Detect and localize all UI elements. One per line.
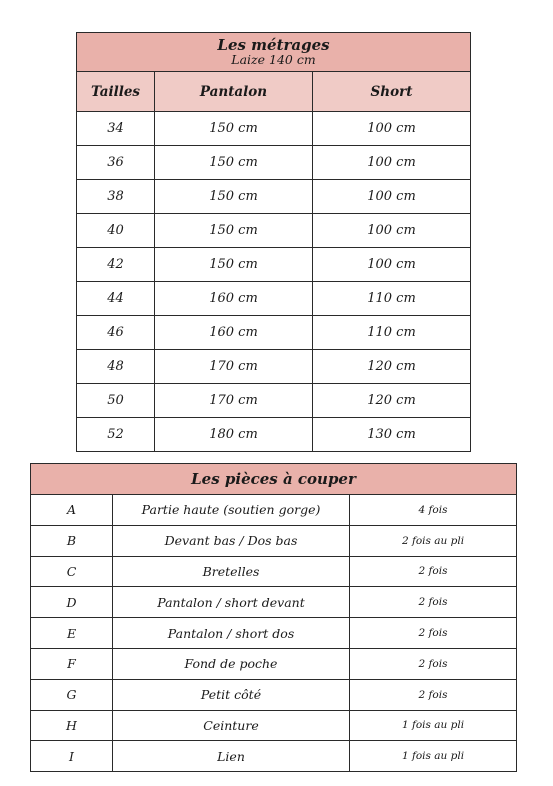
metrages-title-cell bbox=[77, 33, 471, 72]
pantalon-length-cell: 180 cm bbox=[155, 418, 313, 452]
metrages-header-row bbox=[77, 72, 471, 112]
size-cell: 40 bbox=[77, 214, 155, 248]
size-cell: 42 bbox=[77, 248, 155, 282]
size-cell: 52 bbox=[77, 418, 155, 452]
table-row bbox=[77, 146, 471, 180]
short-length-cell: 130 cm bbox=[313, 418, 471, 452]
size-cell: 44 bbox=[77, 282, 155, 316]
size-cell: 46 bbox=[77, 316, 155, 350]
table-row bbox=[31, 618, 517, 649]
metrages-table bbox=[76, 32, 471, 452]
table-row bbox=[77, 180, 471, 214]
table-row bbox=[31, 587, 517, 618]
piece-letter-cell: I bbox=[31, 741, 113, 772]
pantalon-length-cell: 150 cm bbox=[155, 180, 313, 214]
piece-letter-cell: E bbox=[31, 618, 113, 649]
short-length-cell: 110 cm bbox=[313, 282, 471, 316]
pantalon-length-cell: 170 cm bbox=[155, 384, 313, 418]
short-length-cell: 120 cm bbox=[313, 350, 471, 384]
piece-letter-cell: D bbox=[31, 587, 113, 618]
piece-name-cell: Pantalon / short devant bbox=[113, 587, 350, 618]
pantalon-length-cell: 150 cm bbox=[155, 248, 313, 282]
piece-quantity-cell: 2 fois bbox=[350, 587, 517, 618]
table-row bbox=[77, 214, 471, 248]
short-length-cell: 110 cm bbox=[313, 316, 471, 350]
table-row bbox=[31, 556, 517, 587]
table-row bbox=[77, 418, 471, 452]
pantalon-length-cell: 170 cm bbox=[155, 350, 313, 384]
table-row bbox=[77, 282, 471, 316]
piece-quantity-cell: 2 fois bbox=[350, 679, 517, 710]
pantalon-length-cell: 160 cm bbox=[155, 282, 313, 316]
piece-letter-cell: A bbox=[31, 495, 113, 526]
size-cell: 36 bbox=[77, 146, 155, 180]
short-length-cell: 100 cm bbox=[313, 112, 471, 146]
piece-name-cell: Devant bas / Dos bas bbox=[113, 525, 350, 556]
piece-quantity-cell: 2 fois bbox=[350, 648, 517, 679]
short-length-cell: 100 cm bbox=[313, 146, 471, 180]
pantalon-length-cell: 150 cm bbox=[155, 146, 313, 180]
table-row bbox=[31, 741, 517, 772]
short-length-cell: 100 cm bbox=[313, 214, 471, 248]
piece-quantity-cell: 2 fois au pli bbox=[350, 525, 517, 556]
piece-name-cell: Fond de poche bbox=[113, 648, 350, 679]
piece-name-cell: Partie haute (soutien gorge) bbox=[113, 495, 350, 526]
short-length-cell: 100 cm bbox=[313, 180, 471, 214]
column-header-tailles: Tailles bbox=[77, 72, 155, 112]
piece-letter-cell: C bbox=[31, 556, 113, 587]
piece-letter-cell: H bbox=[31, 710, 113, 741]
piece-quantity-cell: 4 fois bbox=[350, 495, 517, 526]
piece-name-cell: Lien bbox=[113, 741, 350, 772]
table-row bbox=[31, 710, 517, 741]
table-row bbox=[31, 679, 517, 710]
piece-letter-cell: G bbox=[31, 679, 113, 710]
metrages-title: Les métrages bbox=[217, 35, 330, 54]
column-header-short: Short bbox=[313, 72, 471, 112]
size-cell: 50 bbox=[77, 384, 155, 418]
piece-quantity-cell: 1 fois au pli bbox=[350, 710, 517, 741]
pieces-table bbox=[30, 463, 517, 772]
table-row bbox=[31, 495, 517, 526]
pieces-title: Les pièces à couper bbox=[31, 464, 517, 495]
piece-letter-cell: B bbox=[31, 525, 113, 556]
size-cell: 38 bbox=[77, 180, 155, 214]
table-row bbox=[77, 248, 471, 282]
piece-name-cell: Petit côté bbox=[113, 679, 350, 710]
table-row bbox=[77, 350, 471, 384]
size-cell: 48 bbox=[77, 350, 155, 384]
piece-quantity-cell: 2 fois bbox=[350, 556, 517, 587]
table-row bbox=[31, 525, 517, 556]
pantalon-length-cell: 150 cm bbox=[155, 112, 313, 146]
piece-name-cell: Bretelles bbox=[113, 556, 350, 587]
pantalon-length-cell: 160 cm bbox=[155, 316, 313, 350]
short-length-cell: 100 cm bbox=[313, 248, 471, 282]
table-row bbox=[31, 648, 517, 679]
piece-name-cell: Ceinture bbox=[113, 710, 350, 741]
column-header-pantalon: Pantalon bbox=[155, 72, 313, 112]
piece-quantity-cell: 1 fois au pli bbox=[350, 741, 517, 772]
size-cell: 34 bbox=[77, 112, 155, 146]
short-length-cell: 120 cm bbox=[313, 384, 471, 418]
table-row bbox=[77, 316, 471, 350]
table-row bbox=[77, 112, 471, 146]
metrages-subtitle: Laize 140 cm bbox=[231, 52, 316, 68]
piece-name-cell: Pantalon / short dos bbox=[113, 618, 350, 649]
piece-letter-cell: F bbox=[31, 648, 113, 679]
table-row bbox=[77, 384, 471, 418]
pantalon-length-cell: 150 cm bbox=[155, 214, 313, 248]
piece-quantity-cell: 2 fois bbox=[350, 618, 517, 649]
